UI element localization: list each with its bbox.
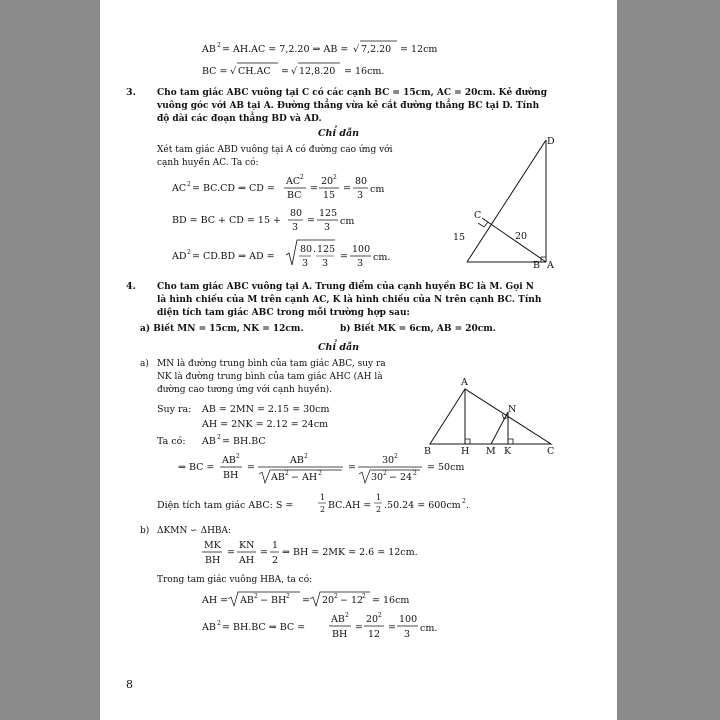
svg-text:diện tích tam giác ABC trong m: diện tích tam giác ABC trong mỗi trường hợp sau: xyxy=(157,308,410,318)
svg-text:= 50cm: = 50cm xyxy=(427,462,465,473)
svg-text:đường cao tương ứng với cạnh h: đường cao tương ứng với cạnh huyền). xyxy=(157,385,333,395)
svg-text:2: 2 xyxy=(462,498,466,505)
svg-text:2: 2 xyxy=(187,249,191,256)
svg-text:2: 2 xyxy=(320,505,326,514)
svg-text:= BC.CD ⇒ CD =: = BC.CD ⇒ CD = xyxy=(192,183,275,194)
svg-text:NK là đường trung bình của tam: NK là đường trung bình của tam giác AHC (AH là xyxy=(157,372,383,382)
svg-text:= CD.BD ⇒ AD =: = CD.BD ⇒ AD = xyxy=(192,251,275,262)
right-angle-h xyxy=(465,439,470,444)
figure-triangle-abd xyxy=(453,136,555,271)
svg-text:1: 1 xyxy=(320,493,326,502)
svg-text:cm: cm xyxy=(370,184,385,195)
svg-text:AB: AB xyxy=(202,622,216,633)
svg-text:BC.AH =: BC.AH = xyxy=(328,500,372,511)
bc-formula xyxy=(178,453,464,483)
label-c: C xyxy=(474,210,482,221)
label-b: B xyxy=(533,260,540,271)
svg-text:12,8.20: 12,8.20 xyxy=(299,66,336,77)
svg-text:.: . xyxy=(313,244,317,255)
svg-text:MK: MK xyxy=(204,540,221,551)
svg-text:2: 2 xyxy=(286,593,290,600)
problem3-eq1 xyxy=(171,174,384,201)
svg-text:AB: AB xyxy=(290,455,304,466)
label-m: M xyxy=(486,446,496,457)
svg-text:7,2.20: 7,2.20 xyxy=(361,44,392,55)
svg-text:80: 80 xyxy=(290,208,303,219)
ratio-formula xyxy=(202,540,418,566)
svg-text:cm: cm xyxy=(340,216,355,227)
area-formula xyxy=(157,493,469,514)
svg-text:√: √ xyxy=(353,44,360,55)
svg-text:là hình chiếu của M trên cạnh: là hình chiếu của M trên cạnh AC, K là hình chiếu của N trên cạnh BC. Tính xyxy=(157,295,542,305)
svg-text:=: = xyxy=(281,66,289,77)
svg-text:= BH.BC ⇒ BC =: = BH.BC ⇒ BC = xyxy=(222,622,306,633)
svg-text:=: = xyxy=(348,462,356,473)
label-20: 20 xyxy=(515,231,528,242)
svg-text:cm.: cm. xyxy=(420,623,438,634)
svg-text:2: 2 xyxy=(217,434,221,441)
svg-text:3: 3 xyxy=(302,258,309,269)
svg-text:125: 125 xyxy=(317,244,336,255)
top-eq-1 xyxy=(201,41,437,55)
svg-text:2: 2 xyxy=(236,453,240,460)
svg-text:3: 3 xyxy=(357,190,364,201)
svg-text:⇒ BH = 2MK = 2.6 = 12cm.: ⇒ BH = 2MK = 2.6 = 12cm. xyxy=(282,547,418,558)
svg-text:3: 3 xyxy=(357,258,364,269)
svg-text:=: = xyxy=(260,547,268,558)
svg-text:= 12cm: = 12cm xyxy=(400,44,438,55)
svg-text:− 12: − 12 xyxy=(340,595,364,606)
page-content xyxy=(100,0,617,720)
svg-text:AB: AB xyxy=(202,436,216,447)
svg-text:cạnh huyền AC. Ta có:: cạnh huyền AC. Ta có: xyxy=(157,158,259,168)
label-k: K xyxy=(504,446,512,457)
svg-text:2: 2 xyxy=(362,593,366,600)
svg-text:= 16cm: = 16cm xyxy=(372,595,410,606)
triangle-abc xyxy=(430,389,551,444)
svg-text:Cho tam giác ABC vuông tại A.: Cho tam giác ABC vuông tại A. Trung điểm của cạnh huyền BC là M. Gọi N xyxy=(157,282,535,292)
right-angle-k xyxy=(508,439,513,444)
part-a-text xyxy=(157,358,386,395)
svg-text:2: 2 xyxy=(394,453,398,460)
svg-text:2: 2 xyxy=(333,174,337,181)
svg-text:2: 2 xyxy=(217,42,221,49)
part-a-label: a) xyxy=(140,359,149,369)
label-b: B xyxy=(424,446,431,457)
svg-text:1: 1 xyxy=(272,540,279,551)
svg-text:2: 2 xyxy=(285,470,289,477)
segment-db xyxy=(467,140,546,262)
problem4-statement xyxy=(157,280,542,318)
svg-text:AB = 2MN = 2.15 = 30cm: AB = 2MN = 2.15 = 30cm xyxy=(202,404,330,415)
svg-text:20: 20 xyxy=(366,614,379,625)
label-a: A xyxy=(461,377,468,388)
svg-text:80: 80 xyxy=(355,176,368,187)
svg-text:2: 2 xyxy=(254,593,258,600)
svg-text:=: = xyxy=(310,183,318,194)
svg-text:3: 3 xyxy=(404,629,411,640)
label-15: 15 xyxy=(453,232,466,243)
svg-text:2: 2 xyxy=(187,181,191,188)
svg-text:=: = xyxy=(302,595,310,606)
label-n: N xyxy=(508,404,517,415)
svg-text:Cho tam giác ABC vuông tại C c: Cho tam giác ABC vuông tại C có các cạnh BC = 15cm, AC = 20cm. Kẻ đường xyxy=(157,88,547,98)
svg-text:a) Biết MN = 15cm, NK = 12cm.: a) Biết MN = 15cm, NK = 12cm. xyxy=(140,324,304,334)
svg-text:KN: KN xyxy=(239,540,255,551)
svg-text:AB: AB xyxy=(271,472,285,483)
svg-text:Diện tích tam giác ABC: S =: Diện tích tam giác ABC: S = xyxy=(157,500,294,511)
svg-text:− 24: − 24 xyxy=(389,472,413,483)
hba-text: Trong tam giác vuông HBA, ta có: xyxy=(157,575,313,585)
svg-text:2: 2 xyxy=(300,174,304,181)
svg-text:AH: AH xyxy=(239,555,255,566)
svg-text:BC: BC xyxy=(287,190,302,201)
svg-text:12: 12 xyxy=(368,629,381,640)
svg-text:=: = xyxy=(340,251,348,262)
svg-text:AC: AC xyxy=(172,183,187,194)
svg-text:30: 30 xyxy=(371,472,384,483)
problem3-hint-text xyxy=(157,144,393,168)
svg-text:⇒ BC =: ⇒ BC = xyxy=(178,462,215,473)
svg-text:AB: AB xyxy=(202,44,216,55)
problem4-number: 4. xyxy=(126,281,136,292)
top-eq-2 xyxy=(202,63,384,77)
svg-text:BH: BH xyxy=(223,470,239,481)
left-margin xyxy=(0,0,100,720)
svg-text:.50.24 = 600cm: .50.24 = 600cm xyxy=(384,500,461,511)
svg-text:Ta có:: Ta có: xyxy=(157,436,186,447)
svg-text:b) Biết MK = 6cm, AB = 20cm.: b) Biết MK = 6cm, AB = 20cm. xyxy=(340,324,496,334)
svg-text:Suy ra:: Suy ra: xyxy=(157,404,192,415)
bc2-formula xyxy=(201,612,437,640)
problem3-number: 3. xyxy=(126,87,136,98)
svg-text:100: 100 xyxy=(352,244,371,255)
right-margin xyxy=(617,0,720,720)
svg-text:3: 3 xyxy=(322,258,329,269)
svg-text:BH: BH xyxy=(205,555,221,566)
problem4-hint-title: Chỉ dẫn xyxy=(318,342,360,353)
svg-text:2: 2 xyxy=(413,470,417,477)
svg-text:2: 2 xyxy=(378,612,382,619)
book-page xyxy=(100,0,617,720)
svg-text:=: = xyxy=(247,462,255,473)
svg-text:15: 15 xyxy=(323,190,336,201)
svg-text:3: 3 xyxy=(324,222,331,233)
svg-text:20: 20 xyxy=(321,176,334,187)
svg-text:BC =: BC = xyxy=(202,66,228,77)
svg-text:=: = xyxy=(355,622,363,633)
svg-text:AH = 2NK = 2.12 = 24cm: AH = 2NK = 2.12 = 24cm xyxy=(202,419,329,430)
svg-text:=: = xyxy=(307,215,315,226)
svg-text:= AH.AC = 7,2.20 ⇒ AB =: = AH.AC = 7,2.20 ⇒ AB = xyxy=(222,44,349,55)
svg-text:− BH: − BH xyxy=(260,595,287,606)
svg-text:100: 100 xyxy=(399,614,418,625)
svg-text:AD: AD xyxy=(172,251,187,262)
label-a: A xyxy=(547,260,554,271)
problem3-eq2 xyxy=(172,208,354,233)
svg-text:AB: AB xyxy=(240,595,254,606)
svg-text:=: = xyxy=(343,183,351,194)
svg-text:= 16cm.: = 16cm. xyxy=(344,66,385,77)
svg-text:20: 20 xyxy=(322,595,335,606)
part-b-label: b) xyxy=(140,526,150,536)
svg-text:=: = xyxy=(388,622,396,633)
svg-text:√: √ xyxy=(291,66,298,77)
svg-text:√: √ xyxy=(230,66,237,77)
problem4-cases xyxy=(140,322,496,334)
svg-text:AB: AB xyxy=(331,614,345,625)
right-angle-c xyxy=(478,222,488,227)
svg-text:2: 2 xyxy=(318,470,322,477)
svg-text:2: 2 xyxy=(334,593,338,600)
svg-text:2: 2 xyxy=(304,453,308,460)
svg-text:80: 80 xyxy=(300,244,313,255)
svg-text:CH.AC: CH.AC xyxy=(238,66,271,77)
label-d: D xyxy=(547,136,555,147)
svg-text:AB: AB xyxy=(222,455,236,466)
svg-text:− AH: − AH xyxy=(291,472,318,483)
svg-text:vuông góc với AB tại A. Đường: vuông góc với AB tại A. Đường thẳng vừa kẻ cắt đường thẳng BC tại D. Tính xyxy=(157,101,540,111)
ah-formula xyxy=(201,592,409,606)
svg-text:cm.: cm. xyxy=(373,252,391,263)
segment-ca xyxy=(482,218,546,262)
svg-text:30: 30 xyxy=(382,455,395,466)
svg-text:2: 2 xyxy=(383,470,387,477)
svg-text:Xét tam giác ABD vuông tại A c: Xét tam giác ABD vuông tại A có đường cao ứng với xyxy=(157,145,393,155)
svg-text:AH =: AH = xyxy=(202,595,229,606)
segment-mn xyxy=(491,412,508,444)
svg-text:3: 3 xyxy=(292,222,299,233)
svg-text:2: 2 xyxy=(217,620,221,627)
svg-text:2: 2 xyxy=(272,555,279,566)
svg-text:=: = xyxy=(227,547,235,558)
ab2-bh-bc xyxy=(201,434,266,447)
svg-text:độ dài các đoạn thẳng BD và AD: độ dài các đoạn thẳng BD và AD. xyxy=(157,114,322,124)
figure-triangle-abc xyxy=(424,377,554,457)
svg-text:AC: AC xyxy=(286,176,301,187)
page-number: 8 xyxy=(126,678,133,691)
similarity-statement: ΔKMN ∽ ΔHBA: xyxy=(157,526,232,536)
svg-text:2: 2 xyxy=(345,612,349,619)
svg-text:MN là đường trung bình của tam: MN là đường trung bình của tam giác ABC, suy ra xyxy=(157,359,386,369)
svg-text:.: . xyxy=(466,500,470,511)
svg-text:= BH.BC: = BH.BC xyxy=(222,436,266,447)
problem3-statement xyxy=(156,87,548,124)
svg-text:2: 2 xyxy=(376,505,382,514)
svg-text:125: 125 xyxy=(319,208,338,219)
svg-text:BH: BH xyxy=(332,629,348,640)
svg-text:1: 1 xyxy=(376,493,382,502)
label-h: H xyxy=(461,446,470,457)
svg-text:BD = BC + CD = 15 +: BD = BC + CD = 15 + xyxy=(172,215,281,226)
problem3-hint-title: Chỉ dẫn xyxy=(318,128,360,139)
label-c: C xyxy=(547,446,555,457)
problem3-eq3 xyxy=(171,240,390,269)
